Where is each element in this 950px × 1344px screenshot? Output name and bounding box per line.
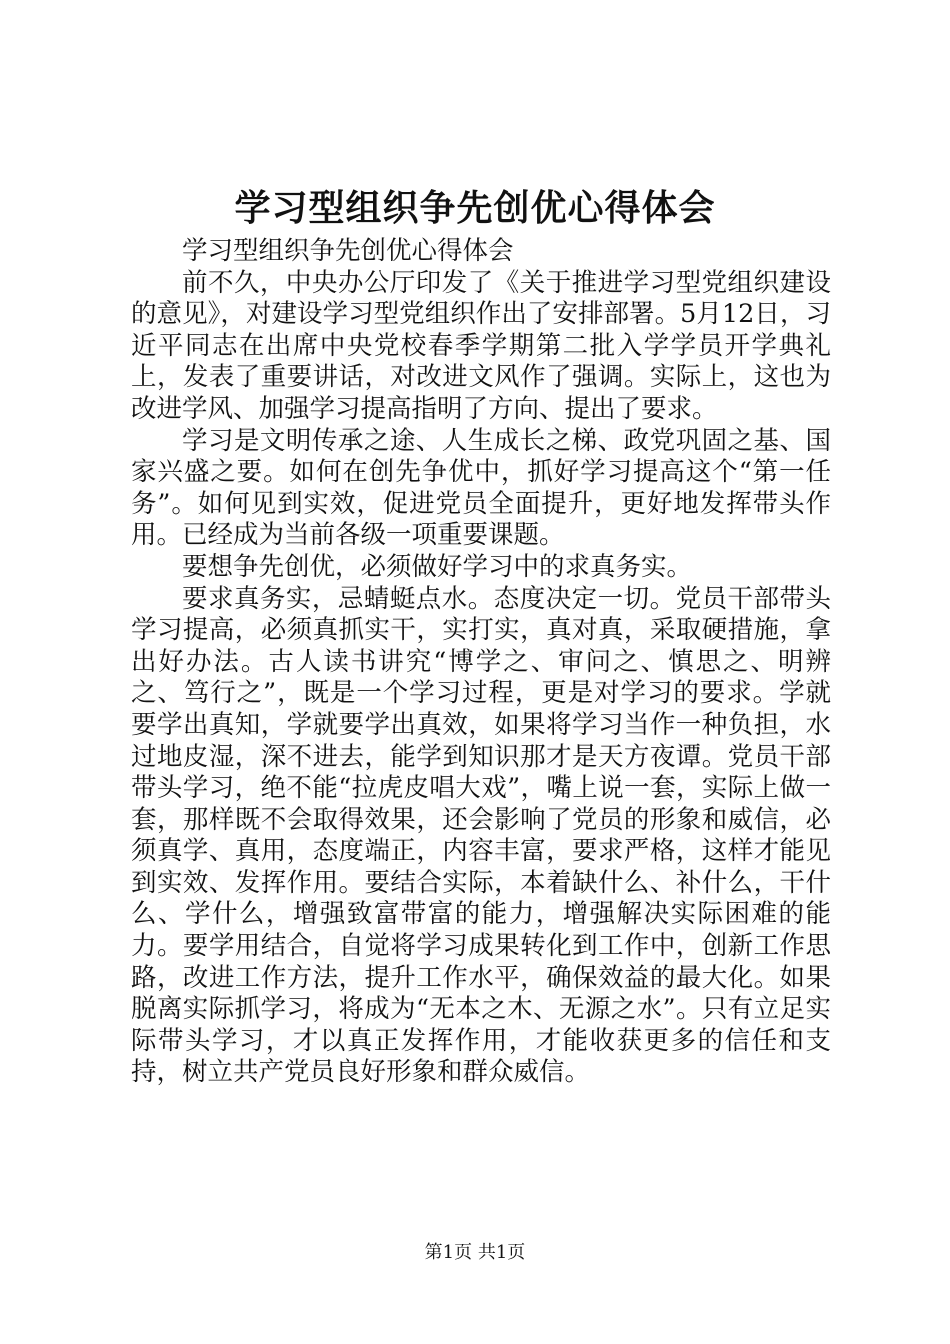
- paragraph-3: 要想争先创优，必须做好学习中的求真务实。: [182, 551, 693, 582]
- paragraph-4: 要求真务实，忌蜻蜓点水。态度决定一切。党员干部带头学习提高，必须真抓实干，实打实，真对真，采取硬措施，拿出好办法。古人读书讲究“博学之、审问之、慎思之、明辨之、笃行之”，既是一个学习过程，更是对学习的要求。学就要学出真知，学就要学出真效，如果将学习当作一种负担，水过地皮湿，深不进去，能学到知识那才是天方夜谭。党员干部带头学习，绝不能“拉虎皮唱大戏”，嘴上说一套，实际上做一套，那样既不会取得效果，还会影响了党员的形象和威信，必须真学、真用，态度端正，内容丰富，要求严格，这样才能见到实效、发挥作用。要结合实际，本着缺什么、补什么，干什么、学什么，增强致富带富的能力，增强解决实际困难的能力。要学用结合，自觉将学习成果转化到工作中，创新工作思路，改进工作方法，提升工作水平，确保效益的最大化。如果脱离实际抓学习，将成为“无本之木、无源之水”。只有立足实际带头学习，才以真正发挥作用，才能收获更多的信任和支持，树立共产党员良好形象和群众威信。: [131, 583, 831, 1088]
- document-body: [131, 236, 831, 1089]
- document-title: 学习型组织争先创优心得体会: [234, 187, 716, 229]
- paragraph-subtitle: 学习型组织争先创优心得体会: [182, 236, 514, 266]
- paragraph-1: 前不久，中央办公厅印发了《关于推进学习型党组织建设的意见》，对建设学习型党组织作出了安排部署。5月12日，习近平同志在出席中央党校春季学期第二批入学学员开学典礼上，发表了重要讲话，对改进文风作了强调。实际上，这也为改进学风、加强学习提高指明了方向、提出了要求。: [131, 267, 831, 424]
- page-footer: 第1页 共1页: [424, 1242, 526, 1263]
- paragraph-2: 学习是文明传承之途、人生成长之梯、政党巩固之基、国家兴盛之要。如何在创先争优中，抓好学习提高这个“第一任务”。如何见到实效，促进党员全面提升，更好地发挥带头作用。已经成为当前各级一项重要课题。: [131, 425, 831, 551]
